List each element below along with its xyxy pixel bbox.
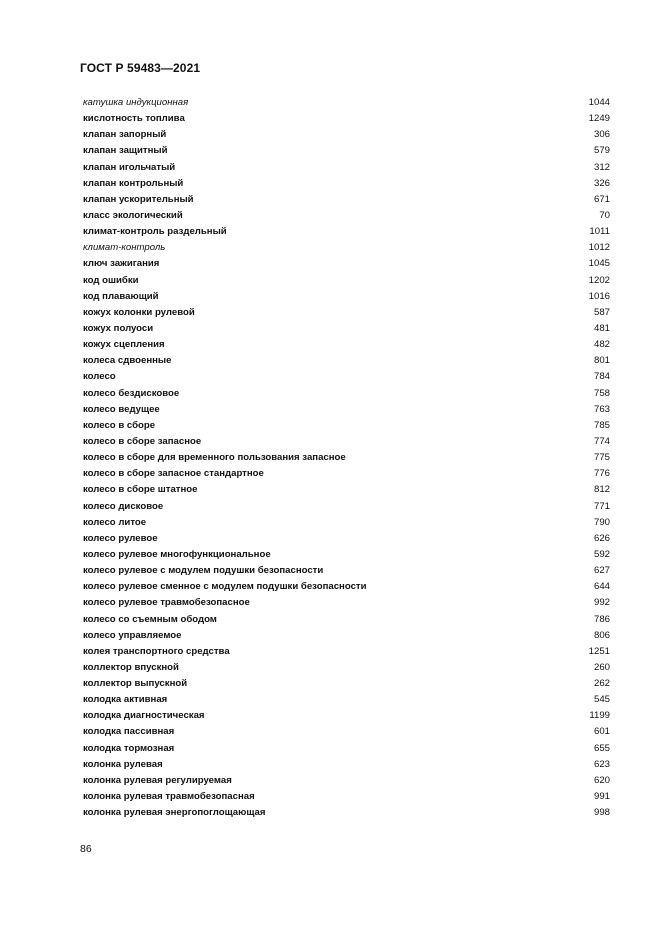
document-header-standard: ГОСТ Р 59483—2021 <box>80 61 201 75</box>
index-term: колодка диагностическая <box>83 710 205 722</box>
index-page-ref: 481 <box>593 322 610 334</box>
index-page-ref: 992 <box>593 597 610 609</box>
index-entry <box>83 757 610 773</box>
index-term: катушка индукционная <box>83 97 189 108</box>
index-entry <box>83 256 610 272</box>
index-page-ref: 1045 <box>588 258 610 270</box>
index-term: кожух сцепления <box>83 339 165 351</box>
index-term: колонка рулевая энергопоглощающая <box>83 807 266 819</box>
index-page-ref: 763 <box>593 403 610 415</box>
page-number: 86 <box>80 843 92 855</box>
index-page-ref: 1012 <box>588 242 610 254</box>
index-page-ref: 262 <box>593 678 610 690</box>
index-entry <box>83 676 610 692</box>
index-page-ref: 655 <box>593 742 610 754</box>
term-index-list <box>83 95 610 821</box>
index-page-ref: 771 <box>593 500 610 512</box>
index-entry <box>83 337 610 353</box>
index-entry <box>83 418 610 434</box>
index-entry <box>83 708 610 724</box>
index-term: код плавающий <box>83 290 159 302</box>
index-term: колодка тормозная <box>83 742 175 754</box>
index-term: класс экологический <box>83 209 183 221</box>
index-page-ref: 806 <box>593 629 610 641</box>
index-term: клапан защитный <box>83 145 168 157</box>
index-entry <box>83 789 610 805</box>
index-page-ref: 1016 <box>588 290 610 302</box>
index-page-ref: 1044 <box>588 97 610 108</box>
index-term: колодка активная <box>83 694 168 706</box>
index-entry <box>83 353 610 369</box>
index-page-ref: 579 <box>593 145 610 157</box>
index-term: коллектор впускной <box>83 661 179 673</box>
index-entry <box>83 321 610 337</box>
index-entry <box>83 160 610 176</box>
index-entry <box>83 579 610 595</box>
index-entry <box>83 224 610 240</box>
index-entry <box>83 563 610 579</box>
index-entry <box>83 192 610 208</box>
index-entry <box>83 450 610 466</box>
index-entry <box>83 482 610 498</box>
index-page-ref: 784 <box>593 371 610 383</box>
index-page-ref: 1251 <box>588 645 610 657</box>
index-entry <box>83 369 610 385</box>
index-page-ref: 592 <box>593 548 610 560</box>
index-entry <box>83 644 610 660</box>
index-term: клапан игольчатый <box>83 161 176 173</box>
index-entry <box>83 434 610 450</box>
index-page-ref: 626 <box>593 532 610 544</box>
index-entry <box>83 143 610 159</box>
index-page-ref: 786 <box>593 613 610 625</box>
index-page-ref: 312 <box>593 161 610 173</box>
index-entry <box>83 628 610 644</box>
index-entry <box>83 805 610 821</box>
index-entry <box>83 208 610 224</box>
index-page-ref: 644 <box>593 581 610 593</box>
index-entry <box>83 386 610 402</box>
index-term: ключ зажигания <box>83 258 160 270</box>
index-page-ref: 70 <box>599 209 610 221</box>
index-page-ref: 587 <box>593 306 610 318</box>
index-page-ref: 785 <box>593 419 610 431</box>
index-entry <box>83 273 610 289</box>
index-entry <box>83 240 610 256</box>
index-term: колесо ведущее <box>83 403 160 415</box>
index-term: колонка рулевая регулируемая <box>83 774 232 786</box>
index-page-ref: 812 <box>593 484 610 496</box>
index-entry <box>83 176 610 192</box>
index-page-ref: 776 <box>593 468 610 480</box>
index-term: колесо в сборе для временного пользования запасное <box>83 452 346 464</box>
index-term: колесо рулевое <box>83 532 158 544</box>
index-page-ref: 1249 <box>588 113 610 125</box>
index-entry <box>83 402 610 418</box>
index-page-ref: 306 <box>593 129 610 141</box>
index-page-ref: 758 <box>593 387 610 399</box>
index-term: кожух колонки рулевой <box>83 306 195 318</box>
index-entry <box>83 612 610 628</box>
index-term: колесо в сборе запасное <box>83 435 202 447</box>
index-entry <box>83 724 610 740</box>
index-term: колея транспортного средства <box>83 645 230 657</box>
index-page-ref: 801 <box>593 355 610 367</box>
index-term: колодка пассивная <box>83 726 175 738</box>
index-page-ref: 326 <box>593 177 610 189</box>
index-entry <box>83 95 610 111</box>
index-term: колесо в сборе штатное <box>83 484 198 496</box>
index-term: колесо в сборе <box>83 419 156 431</box>
index-entry <box>83 595 610 611</box>
index-term: колесо рулевое сменное с модулем подушки безопасности <box>83 581 367 593</box>
index-term: колесо в сборе запасное стандартное <box>83 468 264 480</box>
index-term: коллектор выпускной <box>83 678 188 690</box>
index-entry <box>83 515 610 531</box>
index-term: колонка рулевая травмобезопасная <box>83 791 255 803</box>
index-page-ref: 991 <box>593 791 610 803</box>
index-page-ref: 1011 <box>589 226 610 238</box>
index-term: кислотность топлива <box>83 113 185 125</box>
index-term: клапан запорный <box>83 129 167 141</box>
index-page-ref: 627 <box>593 565 610 577</box>
index-page-ref: 1199 <box>589 710 610 722</box>
index-entry <box>83 111 610 127</box>
index-page-ref: 623 <box>593 758 610 770</box>
index-page-ref: 260 <box>593 661 610 673</box>
index-entry <box>83 531 610 547</box>
index-term: колесо управляемое <box>83 629 182 641</box>
index-page-ref: 601 <box>593 726 610 738</box>
index-page-ref: 775 <box>593 452 610 464</box>
index-term: климат-контроль <box>83 242 166 254</box>
index-page-ref: 998 <box>593 807 610 819</box>
index-entry <box>83 127 610 143</box>
index-term: колесо рулевое многофункциональное <box>83 548 271 560</box>
index-term: колесо рулевое травмобезопасное <box>83 597 250 609</box>
index-term: колесо <box>83 371 116 383</box>
index-entry <box>83 547 610 563</box>
index-entry <box>83 466 610 482</box>
index-page-ref: 545 <box>593 694 610 706</box>
index-page-ref: 482 <box>593 339 610 351</box>
index-term: колесо бездисковое <box>83 387 180 399</box>
index-term: кожух полуоси <box>83 322 154 334</box>
index-term: колеса сдвоенные <box>83 355 172 367</box>
index-entry <box>83 773 610 789</box>
index-term: колонка рулевая <box>83 758 163 770</box>
index-page-ref: 1202 <box>588 274 610 286</box>
index-page-ref: 774 <box>593 435 610 447</box>
index-term: код ошибки <box>83 274 139 286</box>
index-entry <box>83 741 610 757</box>
index-entry <box>83 289 610 305</box>
index-term: климат-контроль раздельный <box>83 226 227 238</box>
index-term: колесо дисковое <box>83 500 164 512</box>
index-term: колесо со съемным ободом <box>83 613 217 625</box>
index-term: клапан контрольный <box>83 177 184 189</box>
index-entry <box>83 499 610 515</box>
index-entry <box>83 692 610 708</box>
index-page-ref: 790 <box>593 516 610 528</box>
index-page-ref: 620 <box>593 774 610 786</box>
index-entry <box>83 305 610 321</box>
index-term: клапан ускорительный <box>83 193 194 205</box>
index-entry <box>83 660 610 676</box>
index-page-ref: 671 <box>593 193 610 205</box>
index-term: колесо литое <box>83 516 147 528</box>
index-term: колесо рулевое с модулем подушки безопасности <box>83 565 324 577</box>
